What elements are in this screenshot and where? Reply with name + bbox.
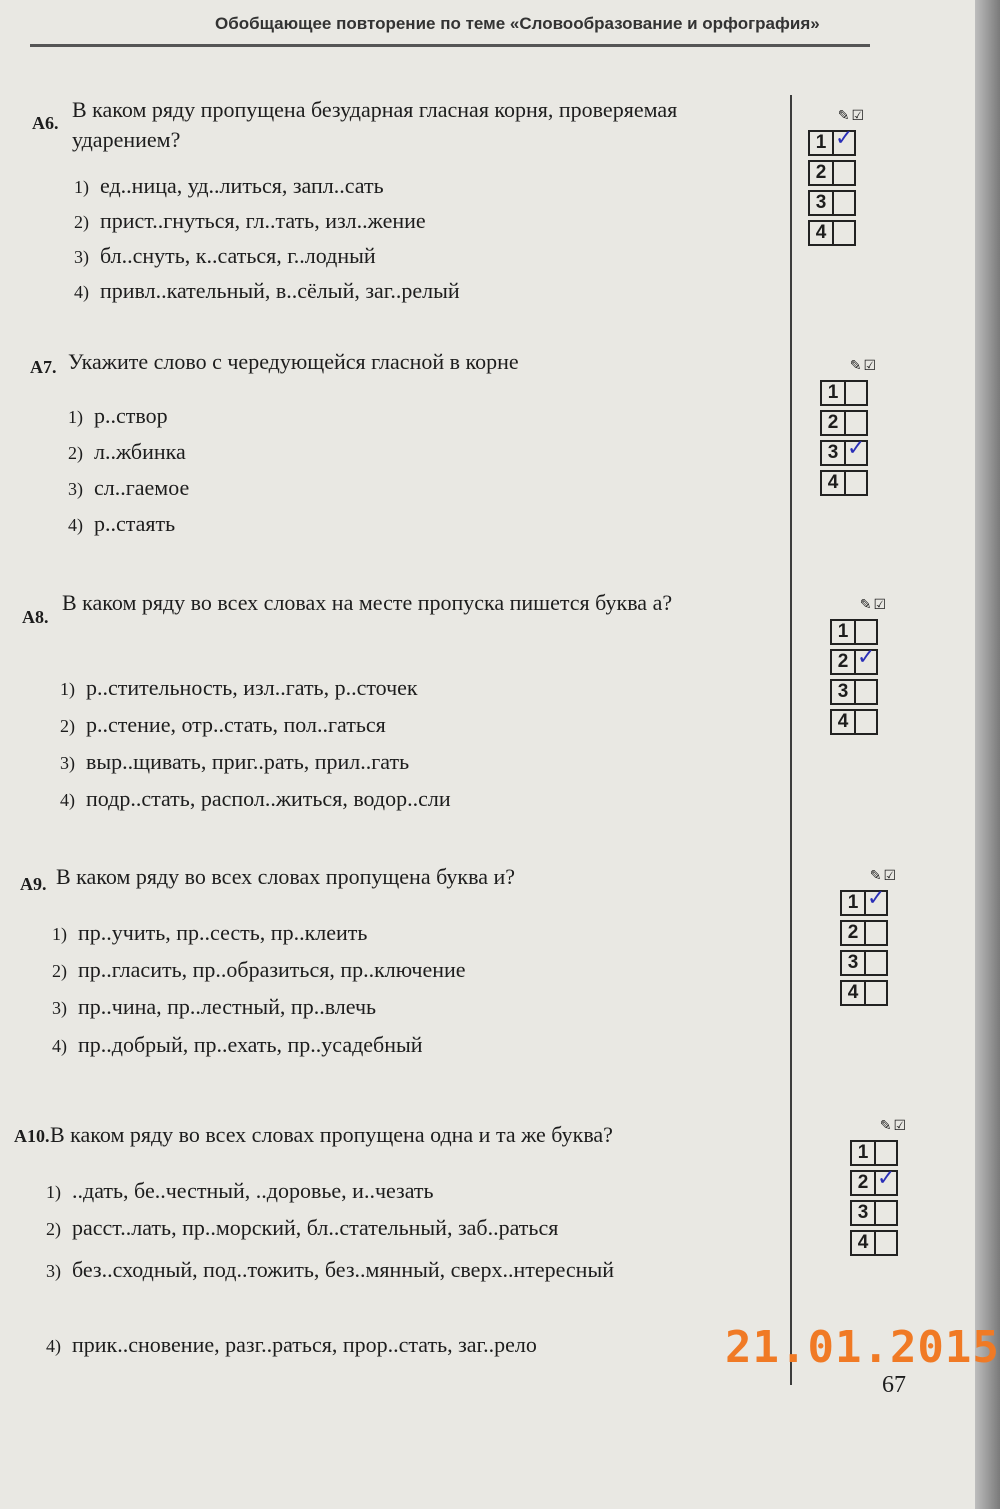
option-number: 1) xyxy=(52,924,67,944)
question-number: А10. xyxy=(14,1126,50,1146)
answer-box-4[interactable] xyxy=(846,470,868,496)
check-header-icon: ✎☑ xyxy=(869,868,898,884)
answer-number: 2 xyxy=(808,160,834,186)
question-number: А6. xyxy=(32,113,59,133)
option-1 xyxy=(68,403,168,429)
option-number: 1) xyxy=(68,407,83,427)
answer-number: 1 xyxy=(840,890,866,916)
option-3 xyxy=(46,1252,776,1289)
option-text: бл..снуть, к..саться, г..лодный xyxy=(100,243,376,268)
answer-number: 4 xyxy=(820,470,846,496)
answer-grid-a10 xyxy=(850,1118,908,1260)
answer-box-4[interactable] xyxy=(834,220,856,246)
answer-box-2[interactable] xyxy=(876,1166,898,1196)
option-number: 3) xyxy=(68,479,83,499)
check-header-icon: ✎☑ xyxy=(849,358,878,374)
option-number: 3) xyxy=(52,998,67,1018)
answer-grid-a7 xyxy=(820,358,878,500)
option-number: 2) xyxy=(74,212,89,232)
check-mark-icon: ✓ xyxy=(877,1166,896,1191)
option-number: 4) xyxy=(52,1036,67,1056)
option-1 xyxy=(74,173,384,199)
answer-grid-a6 xyxy=(808,108,866,250)
check-header-icon: ✎☑ xyxy=(879,1118,908,1134)
option-1 xyxy=(60,675,418,701)
option-number: 4) xyxy=(46,1336,61,1356)
question-text: В каком ряду пропущена безударная гласная корня, проверяемая ударением? xyxy=(72,97,678,152)
option-number: 2) xyxy=(52,961,67,981)
option-text: пр..добрый, пр..ехать, пр..усадебный xyxy=(78,1032,423,1057)
option-text: пр..гласить, пр..образиться, пр..ключение xyxy=(78,957,466,982)
answer-number: 1 xyxy=(850,1140,876,1166)
option-4 xyxy=(68,511,175,537)
answer-number: 3 xyxy=(820,440,846,466)
question-text: В каком ряду во всех словах на месте пропуска пишется буква а? xyxy=(62,590,673,615)
answer-box-1[interactable] xyxy=(834,126,856,156)
answer-number: 2 xyxy=(850,1170,876,1196)
option-4 xyxy=(74,278,460,304)
check-mark-icon: ✓ xyxy=(835,126,854,151)
answer-number: 1 xyxy=(808,130,834,156)
page-header: Обобщающее повторение по теме «Словообразование и орфография» xyxy=(215,14,820,33)
answer-box-3[interactable] xyxy=(856,679,878,705)
answer-grid-a8 xyxy=(830,597,888,739)
option-text: л..жбинка xyxy=(94,439,186,464)
answer-box-2[interactable] xyxy=(866,920,888,946)
check-header-icon: ✎☑ xyxy=(837,108,866,124)
option-2 xyxy=(74,208,426,234)
question-text: В каком ряду во всех словах пропущена одна и та же буква? xyxy=(50,1122,613,1147)
option-1 xyxy=(52,920,367,946)
question-text: В каком ряду во всех словах пропущена буква и? xyxy=(56,864,516,889)
option-2 xyxy=(52,957,466,983)
answer-box-4[interactable] xyxy=(856,709,878,735)
answer-grid-a9 xyxy=(840,868,898,1010)
question-number: А9. xyxy=(20,874,47,894)
check-mark-icon: ✓ xyxy=(847,436,866,461)
check-mark-icon: ✓ xyxy=(857,645,876,670)
option-3 xyxy=(74,243,376,269)
answer-box-2[interactable] xyxy=(856,645,878,675)
check-header-icon: ✎☑ xyxy=(859,597,888,613)
answer-number: 4 xyxy=(830,709,856,735)
option-text: р..стительность, изл..гать, р..сточек xyxy=(86,675,418,700)
option-text: р..стение, отр..стать, пол..гаться xyxy=(86,712,386,737)
option-number: 4) xyxy=(68,515,83,535)
answer-number: 1 xyxy=(820,380,846,406)
option-3 xyxy=(68,475,189,501)
answer-number: 4 xyxy=(808,220,834,246)
option-text: выр..щивать, приг..рать, прил..гать xyxy=(86,749,410,774)
answer-number: 3 xyxy=(808,190,834,216)
answer-box-1[interactable] xyxy=(866,886,888,916)
answer-number: 3 xyxy=(840,950,866,976)
option-4 xyxy=(60,786,451,812)
answer-number: 4 xyxy=(840,980,866,1006)
option-number: 1) xyxy=(46,1182,61,1202)
page-number: 67 xyxy=(882,1372,906,1398)
option-2 xyxy=(60,712,386,738)
option-text: р..створ xyxy=(94,403,168,428)
camera-date-stamp: 21.01.2015 xyxy=(725,1322,1000,1373)
answer-box-1[interactable] xyxy=(856,619,878,645)
answer-box-3[interactable] xyxy=(834,190,856,216)
option-number: 1) xyxy=(74,177,89,197)
answer-box-2[interactable] xyxy=(834,160,856,186)
answer-number: 1 xyxy=(830,619,856,645)
option-text: р..стаять xyxy=(94,511,176,536)
option-4 xyxy=(52,1032,423,1058)
header-rule xyxy=(30,44,870,47)
answer-number: 4 xyxy=(850,1230,876,1256)
option-number: 3) xyxy=(46,1261,61,1281)
option-number: 2) xyxy=(68,443,83,463)
option-2 xyxy=(46,1215,558,1241)
answer-number: 2 xyxy=(840,920,866,946)
answer-number: 3 xyxy=(850,1200,876,1226)
option-4 xyxy=(46,1332,537,1358)
answer-box-3[interactable] xyxy=(866,950,888,976)
page-edge xyxy=(975,0,1000,1509)
option-2 xyxy=(68,439,186,465)
option-3 xyxy=(52,994,376,1020)
answer-box-3[interactable] xyxy=(846,436,868,466)
option-text: сл..гаемое xyxy=(94,475,190,500)
option-text: расст..лать, пр..морский, бл..стательный, заб..раться xyxy=(72,1215,559,1240)
answer-box-1[interactable] xyxy=(876,1140,898,1166)
answer-box-2[interactable] xyxy=(846,410,868,436)
answer-box-3[interactable] xyxy=(876,1200,898,1226)
option-text: ..дать, бе..честный, ..доровье, и..чезать xyxy=(72,1178,434,1203)
question-number: А7. xyxy=(30,357,57,377)
option-text: прик..сновение, разг..раться, прор..стать, заг..рело xyxy=(72,1332,537,1357)
option-3 xyxy=(60,749,409,775)
answer-number: 2 xyxy=(820,410,846,436)
option-text: ед..ница, уд..литься, запл..сать xyxy=(100,173,384,198)
option-number: 1) xyxy=(60,679,75,699)
option-number: 4) xyxy=(60,790,75,810)
option-text: пр..учить, пр..сесть, пр..клеить xyxy=(78,920,368,945)
question-text: Укажите слово с чередующейся гласной в корне xyxy=(68,349,519,374)
option-number: 3) xyxy=(60,753,75,773)
answer-number: 2 xyxy=(830,649,856,675)
answer-number: 3 xyxy=(830,679,856,705)
option-text: подр..стать, распол..житься, водор..сли xyxy=(86,786,451,811)
question-number: А8. xyxy=(22,607,49,627)
answer-box-4[interactable] xyxy=(866,980,888,1006)
option-text: пр..чина, пр..лестный, пр..влечь xyxy=(78,994,377,1019)
option-number: 4) xyxy=(74,282,89,302)
answer-column-rule xyxy=(790,95,792,1385)
option-1 xyxy=(46,1178,434,1204)
option-number: 2) xyxy=(60,716,75,736)
option-text: привл..кательный, в..сёлый, заг..релый xyxy=(100,278,460,303)
answer-box-4[interactable] xyxy=(876,1230,898,1256)
answer-box-1[interactable] xyxy=(846,380,868,406)
option-text: прист..гнуться, гл..тать, изл..жение xyxy=(100,208,426,233)
check-mark-icon: ✓ xyxy=(867,886,886,911)
option-number: 3) xyxy=(74,247,89,267)
option-number: 2) xyxy=(46,1219,61,1239)
option-text: без..сходный, под..тожить, без..мянный, сверх..нтересный xyxy=(72,1257,614,1282)
